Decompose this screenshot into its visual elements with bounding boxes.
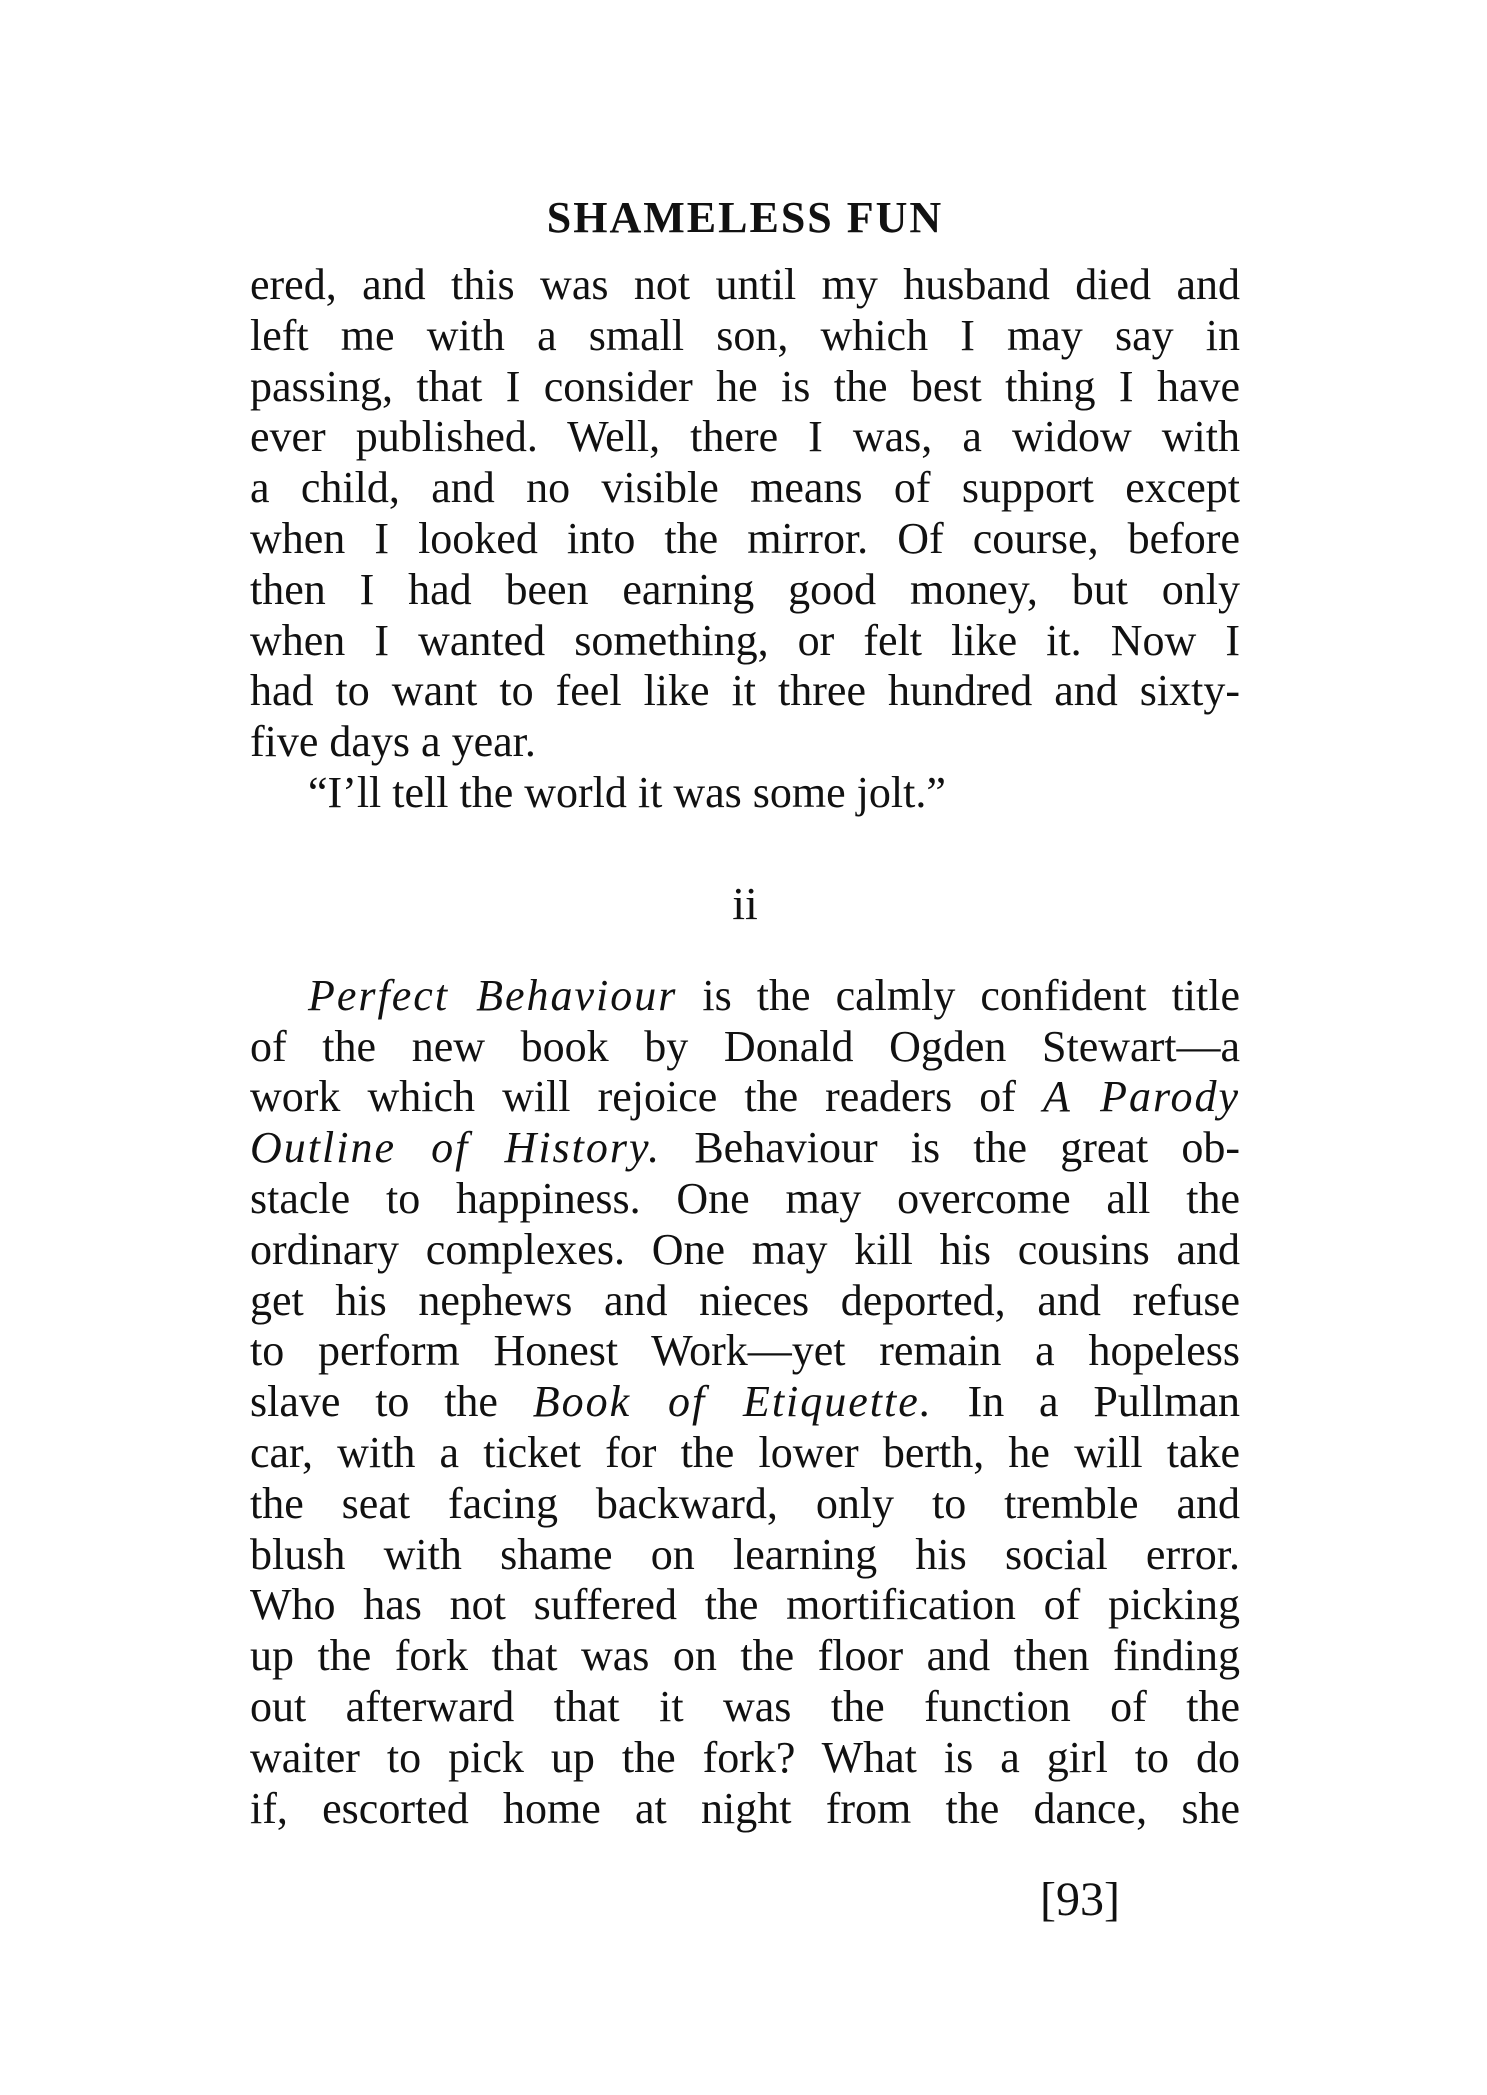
text-line: Who has not suffered the mortification of picking <box>250 1580 1240 1630</box>
line-text: is the calmly confident title <box>677 970 1241 1020</box>
text-line: waiter to pick up the fork? What is a girl to do <box>250 1732 1240 1782</box>
text-line: five days a year. <box>250 717 536 767</box>
text-line: out afterward that it was the function of the <box>250 1681 1240 1731</box>
book-title: Book of Etiquette. <box>532 1377 933 1427</box>
text-line <box>250 1123 1240 1174</box>
paragraph-1 <box>250 260 1240 768</box>
book-title: A Parody <box>1042 1072 1240 1122</box>
line-text: Behaviour is the great ob- <box>661 1123 1240 1173</box>
text-line: ever published. Well, there I was, a widow with <box>250 412 1240 462</box>
text-line: the seat facing backward, only to tremble and <box>250 1478 1240 1528</box>
section-spacer <box>250 819 1240 873</box>
line-text: work which will rejoice the readers of <box>250 1072 1043 1122</box>
text-line: car, with a ticket for the lower berth, he will take <box>250 1427 1240 1477</box>
text-line: get his nephews and nieces deported, and refuse <box>250 1275 1240 1325</box>
text-line: when I wanted something, or felt like it. Now I <box>250 615 1240 665</box>
section-number: ii <box>732 877 758 929</box>
page-number: [93] <box>1040 1873 1120 1926</box>
text-line: to perform Honest Work—yet remain a hopeless <box>250 1326 1240 1376</box>
text-line: if, escorted home at night from the dance, she <box>250 1783 1240 1833</box>
text-line <box>250 1377 1240 1428</box>
text-line: stacle to happiness. One may overcome all the <box>250 1173 1240 1223</box>
book-title: Outline of History. <box>250 1123 662 1173</box>
text-line: ered, and this was not until my husband died and <box>250 260 1240 309</box>
page-body <box>250 260 1240 1834</box>
line-text: slave to the <box>250 1377 533 1427</box>
text-line: passing, that I consider he is the best thing I have <box>250 361 1240 411</box>
text-line: a child, and no visible means of support except <box>250 463 1240 513</box>
text-line: left me with a small son, which I may say in <box>250 310 1240 360</box>
section-spacer <box>250 935 1240 971</box>
text-line: of the new book by Donald Ogden Stewart—a <box>250 1021 1240 1071</box>
text-line: then I had been earning good money, but only <box>250 564 1240 614</box>
text-line <box>250 971 1240 1022</box>
text-line: blush with shame on learning his social error. <box>250 1529 1240 1579</box>
paragraph-2: “I’ll tell the world it was some jolt.” <box>308 767 946 817</box>
text-line <box>250 1072 1240 1123</box>
running-head: SHAMELESS FUN <box>546 193 944 242</box>
text-line: when I looked into the mirror. Of course, before <box>250 513 1240 563</box>
text-line: had to want to feel like it three hundred and sixty- <box>250 666 1240 716</box>
book-title: Perfect Behaviour <box>308 970 678 1020</box>
text-line: up the fork that was on the floor and then finding <box>250 1631 1240 1681</box>
text-line: ordinary complexes. One may kill his cousins and <box>250 1224 1240 1274</box>
line-text: In a Pullman <box>932 1377 1241 1427</box>
paragraph-3 <box>250 971 1240 1835</box>
